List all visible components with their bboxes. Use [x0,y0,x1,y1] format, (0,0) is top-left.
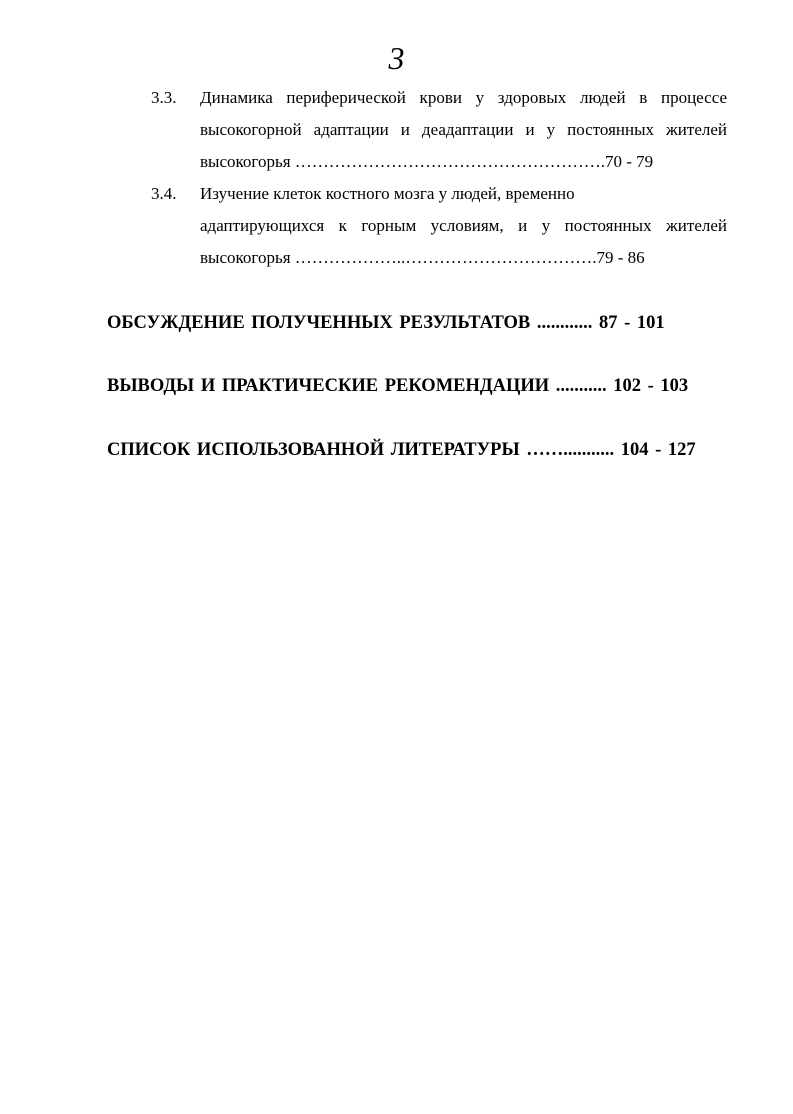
toc-section-discussion: ОБСУЖДЕНИЕ ПОЛУЧЕННЫХ РЕЗУЛЬТАТОВ ............ 87 - 101 [107,313,665,333]
toc-entry-number: 3.3. [151,88,177,107]
toc-entry-line: высокогорья ………………..…………………………….79 - 86 [200,248,645,267]
toc-entry-line: высокогорья ……………………………………………….70 - 79 [200,152,654,171]
toc-entry-line: Изучение клеток костного мозга у людей, временно [200,184,575,203]
page-number: 3 [388,40,405,76]
toc-entry-line: Динамика периферической крови у здоровых людей в процессе [200,88,727,107]
toc-entry-number: 3.4. [151,184,177,203]
toc-entry-line: высокогорной адаптации и деадаптации и у постоянных жителей [200,120,727,139]
toc-section-references: СПИСОК ИСПОЛЬЗОВАННОЙ ЛИТЕРАТУРЫ ……........... 104 - 127 [107,440,696,460]
toc-entry-line: адаптирующихся к горным условиям, и у постоянных жителей [200,216,727,235]
toc-section-conclusions: ВЫВОДЫ И ПРАКТИЧЕСКИЕ РЕКОМЕНДАЦИИ ........... 102 - 103 [107,376,689,396]
